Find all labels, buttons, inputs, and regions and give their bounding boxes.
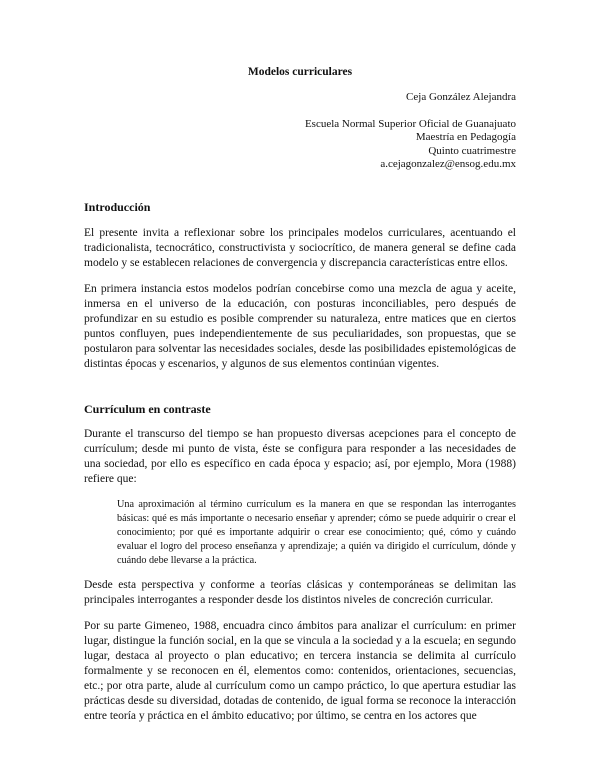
author-term: Quinto cuatrimestre [428,144,516,157]
section-heading-curriculum-en-contraste: Currículum en contraste [84,401,211,416]
author-name: Ceja González Alejandra [406,91,516,103]
contraste-paragraph-3: Por su parte Gimeneo, 1988, encuadra cinco ámbitos para analizar el currículum: en primer lugar, distingue la función social, en la que se vincula a la sociedad y a la escuela; en segundo lugar, destaca al proyecto o plan educativo; en tercera instancia se delimita al currículo formalmente y se reconocen en él, elementos como: contenidos, orientaciones, secuencias, etc.; por otra parte, alude al currículum como un campo práctico, lo que apertura estudiar las prácticas desde su diversidad, dotadas de contenido, de igual forma se reconoce la interacción entre teoría y práctica en el ámbito educativo; por último, se centra en los actores que [84,619,516,722]
block-quote-mora: Una aproximación al término currículum es la manera en que se respondan las interrogantes básicas: qué es más importante o necesario enseñar y aprender; cómo se puede adquirir o crear el conocimiento; por qué es importante adquirir o crear ese conocimiento; qué, cómo y cuándo evaluar el logro del proceso enseñanza y aprendizaje; a quién va dirigido el currículum, dónde y cuándo debe llevarse a la práctica. [117,498,516,566]
intro-paragraph-2: En primera instancia estos modelos podrían concebirse como una mezcla de agua y aceite, inmersa en el universo de la educación, con posturas inconciliables, pero después de profundizar en su estudio es posible comprender su naturaleza, entre matices que en ciertos puntos confluyen, pues independientemente de sus peculiaridades, son propuestas, que se postularon para solventar las necesidades sociales, desde las posibilidades epistemológicas de distintas épocas y escenarios, y algunos de sus elementos continúan vigentes. [84,282,516,370]
section-heading-introduccion: Introducción [84,199,151,214]
author-institution: Escuela Normal Superior Oficial de Guanajuato [304,117,516,130]
intro-paragraph-1: El presente invita a reflexionar sobre los principales modelos curriculares, acentuando el tradicionalista, tecnocrático, constructivista y sociocrítico, de manera general se define cada modelo y se establecen relaciones de convergencia y discrepancia características entre ellos. [84,226,516,269]
author-block [84,91,516,172]
contraste-paragraph-1: Durante el transcurso del tiempo se han propuesto diversas acepciones para el concepto de currículum; desde mi punto de vista, éste se configura para responder a las necesidades de una sociedad, por ello es específico en cada época y espacio; así, por ejemplo, Mora (1988) refiere que: [84,427,516,485]
author-email: a.cejagonzalez@ensog.edu.mx [380,158,516,171]
document-title: Modelos curriculares [247,66,353,78]
contraste-paragraph-2: Desde esta perspectiva y conforme a teorías clásicas y contemporáneas se delimitan las principales interrogantes a responder desde los distintos niveles de concreción curricular. [84,578,516,606]
author-program: Maestría en Pedagogía [415,131,516,144]
